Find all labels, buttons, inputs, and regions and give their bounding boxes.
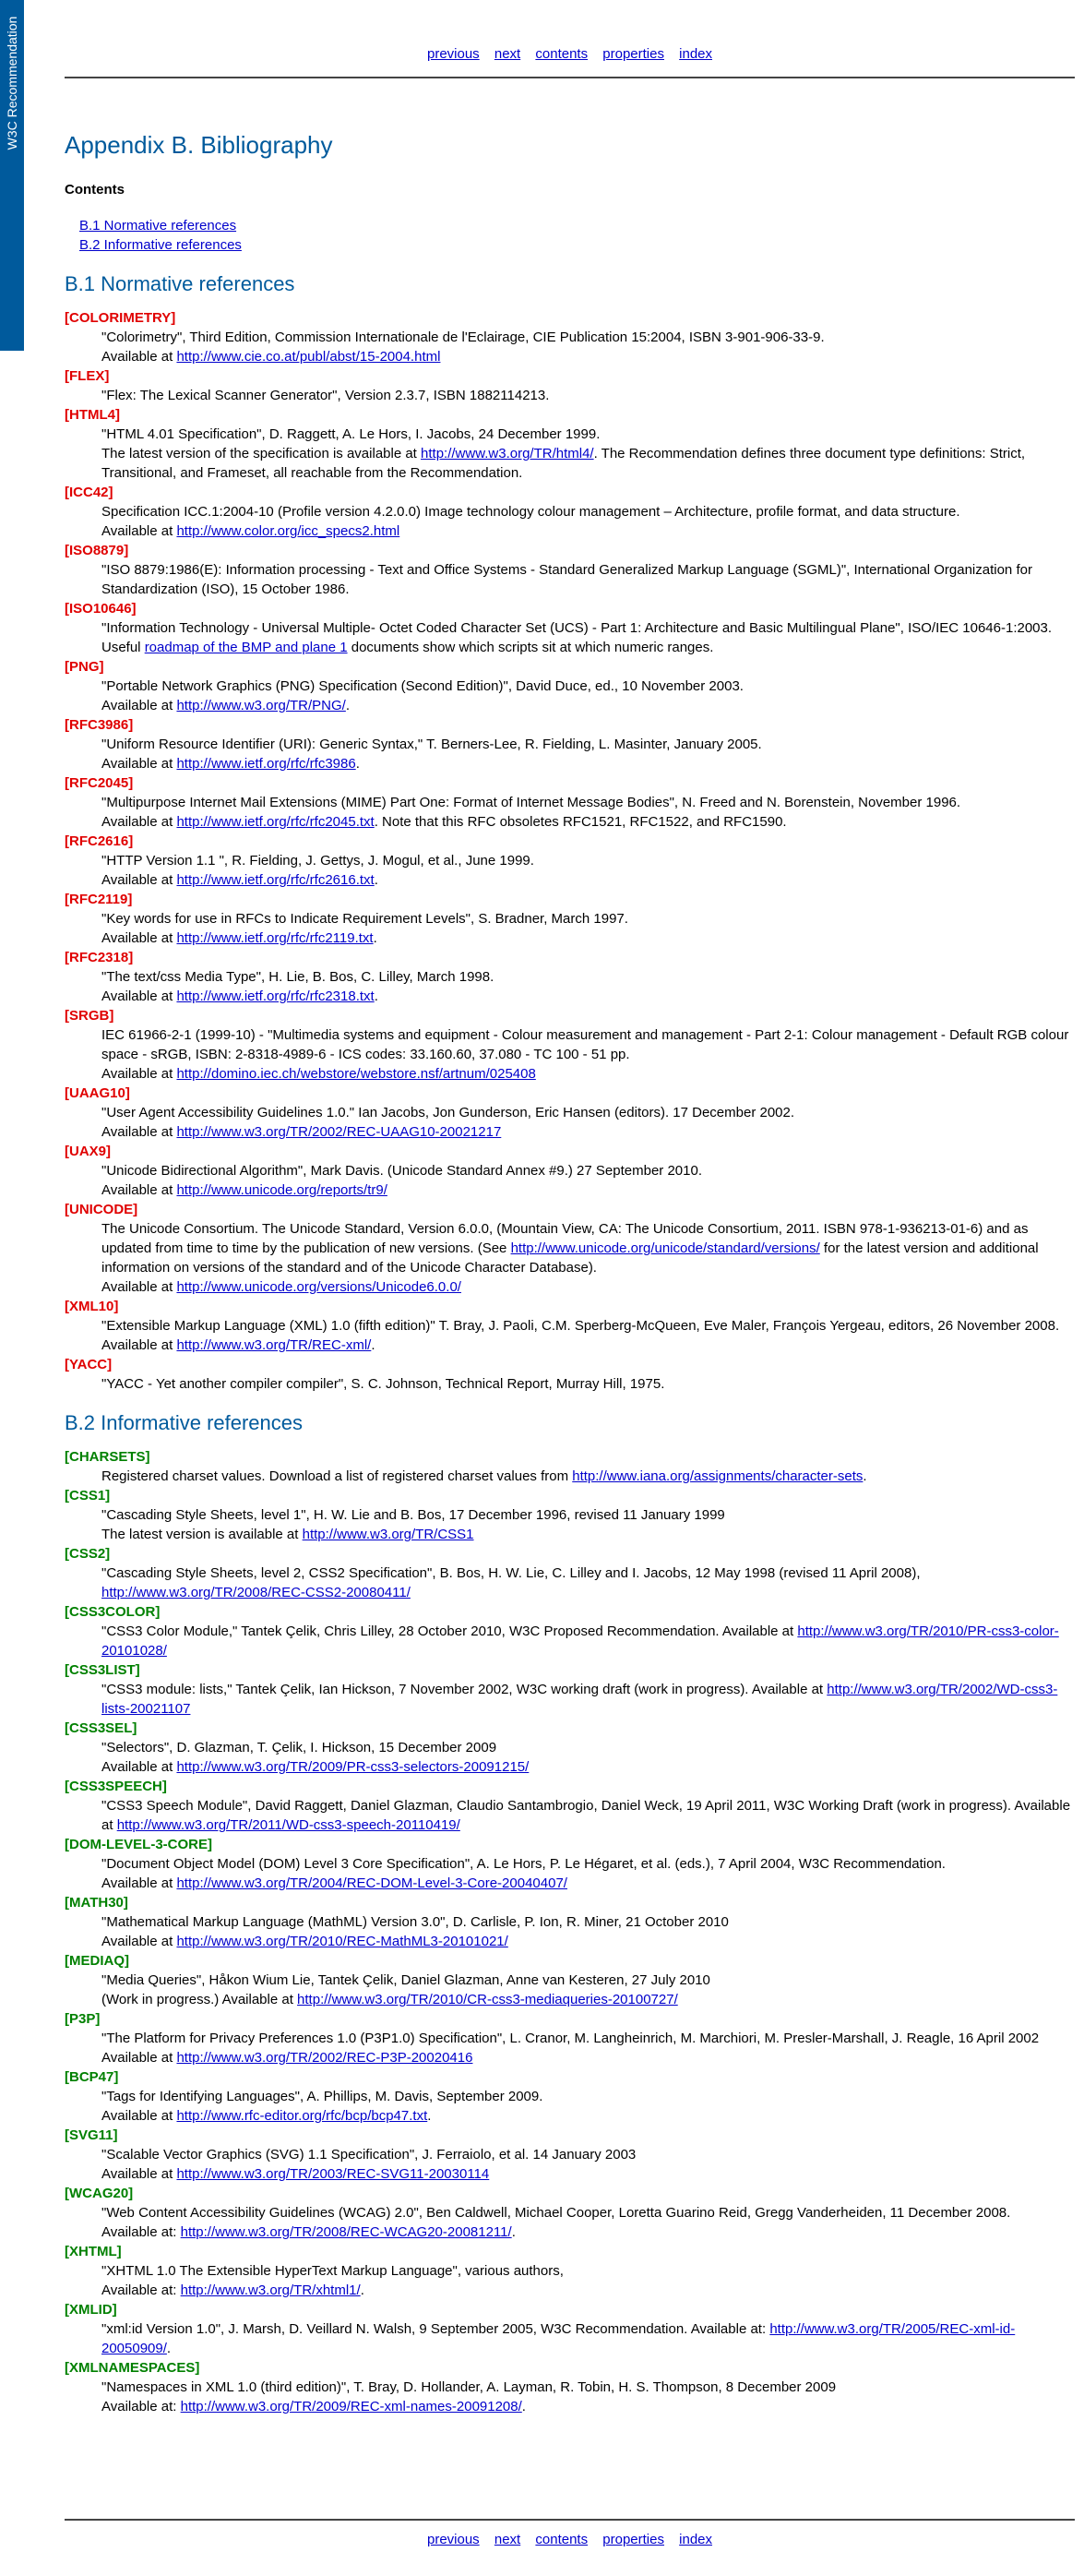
- reference-text: [101, 870, 1075, 890]
- nav-next-link[interactable]: next: [494, 2532, 521, 2547]
- reference-text-segment: .: [360, 2282, 364, 2298]
- reference-text: [101, 1912, 1075, 1932]
- reference-text-segment: Available at: [101, 756, 177, 772]
- reference-text-segment: .: [355, 756, 360, 772]
- reference-text-segment: The latest version of the specification is available at: [101, 446, 422, 461]
- reference-key: [CSS3COLOR]: [65, 1604, 161, 1620]
- reference-text-segment: "XHTML 1.0 The Extensible HyperText Markup Language", various authors,: [101, 2263, 564, 2279]
- reference-text-segment: Available at: [101, 1337, 177, 1353]
- reference-key: [XHTML]: [65, 2244, 122, 2259]
- nav-index-link[interactable]: index: [679, 46, 713, 62]
- informative-heading: B.2 Informative references: [65, 1411, 304, 1434]
- reference-text: [101, 1680, 1075, 1719]
- nav-index-link[interactable]: index: [679, 2532, 713, 2547]
- reference-text-segment: Available at: [101, 523, 177, 539]
- informative-references-list: [65, 1447, 1075, 2416]
- reference-text-segment: Available at: [101, 1934, 177, 1949]
- reference-key: [UAAG10]: [65, 1085, 130, 1101]
- reference-text-segment: .: [374, 872, 378, 888]
- reference-key: [SRGB]: [65, 1008, 114, 1024]
- reference-link[interactable]: http://www.w3.org/TR/html4/: [421, 446, 594, 461]
- reference-key: [XMLNAMESPACES]: [65, 2360, 200, 2376]
- reference-link[interactable]: http://www.ietf.org/rfc/rfc2119.txt: [176, 930, 374, 946]
- top-divider: [65, 77, 1075, 78]
- reference-text: [101, 444, 1075, 483]
- reference-text-segment: . Note that this RFC obsoletes RFC1521, RFC1522, and RFC1590.: [374, 814, 787, 830]
- reference-text: [101, 1122, 1075, 1142]
- page-title: Appendix B. Bibliography: [65, 131, 333, 159]
- reference-text-segment: Available at: [101, 349, 177, 365]
- reference-link[interactable]: http://www.ietf.org/rfc/rfc2045.txt: [176, 814, 375, 830]
- reference-text: [101, 677, 1075, 696]
- reference-text: [101, 521, 1075, 541]
- reference-link[interactable]: http://www.w3.org/TR/2005/REC-xml-id-20050909/: [101, 2321, 1016, 2356]
- reference-text-segment: . The Recommendation defines three document type definitions: Strict, Transitional, and Frameset, all reachable from the Recommendation.: [101, 446, 1026, 481]
- reference-text-segment: documents show which scripts sit at which numeric ranges.: [347, 640, 714, 655]
- reference-key: [MATH30]: [65, 1895, 128, 1911]
- reference-text: [101, 1757, 1075, 1777]
- reference-text: [101, 1161, 1075, 1180]
- reference-text: [101, 2087, 1075, 2106]
- reference-text: [101, 2164, 1075, 2184]
- reference-text-segment: (Work in progress.) Available at: [101, 1992, 298, 2007]
- reference-text-segment: "HTTP Version 1.1 ", R. Fielding, J. Gettys, J. Mogul, et al., June 1999.: [101, 853, 534, 869]
- nav-previous-link[interactable]: previous: [426, 46, 480, 62]
- reference-text-segment: "Unicode Bidirectional Algorithm", Mark Davis. (Unicode Standard Annex #9.) 27 September 2010.: [101, 1163, 702, 1179]
- reference-text-segment: "Cascading Style Sheets, level 1", H. W. Lie and B. Bos, 17 December 1996, revised 11 January 1999: [101, 1507, 725, 1523]
- reference-key: [YACC]: [65, 1357, 113, 1372]
- reference-text-segment: "CSS3 module: lists," Tantek Çelik, Ian Hickson, 7 November 2002, W3C working draft (work in progress). Available at: [101, 1682, 828, 1697]
- reference-key: [DOM-LEVEL-3-CORE]: [65, 1837, 212, 1852]
- reference-text: [101, 2223, 1075, 2242]
- reference-text-segment: The Unicode Consortium. The Unicode Standard, Version 6.0.0, (Mountain View, CA: The Unicode Consortium, 2011. ISBN 978-1-936213-01-6) and as updated from time to time by the publication of new versions. (See: [101, 1221, 1029, 1256]
- reference-text: [101, 2397, 1075, 2416]
- reference-text-segment: Available at: [101, 930, 177, 946]
- reference-key: [HTML4]: [65, 407, 120, 423]
- reference-text: [101, 1374, 1075, 1394]
- reference-text: [101, 2203, 1075, 2223]
- reference-text: [101, 1180, 1075, 1200]
- contents-heading: Contents: [65, 182, 125, 198]
- reference-text: [101, 618, 1075, 657]
- reference-text-segment: "CSS3 Speech Module", David Raggett, Daniel Glazman, Claudio Santambrogio, Daniel Weck, 19 April 2011, W3C Working Draft (work in progress). Available at: [101, 1798, 1071, 1833]
- reference-text-segment: Available at: [101, 872, 177, 888]
- reference-link[interactable]: http://www.w3.org/TR/CSS1: [302, 1527, 474, 1542]
- reference-text: [101, 2145, 1075, 2164]
- reference-link[interactable]: http://www.unicode.org/unicode/standard/versions/: [510, 1240, 820, 1256]
- reference-text-segment: "Document Object Model (DOM) Level 3 Core Specification", A. Le Hors, P. Le Hégaret, et al. (eds.), 7 April 2004, W3C Recommendation.: [101, 1856, 946, 1872]
- reference-link[interactable]: http://www.w3.org/TR/2008/REC-WCAG20-20081211/: [180, 2224, 512, 2240]
- toc-informative-link[interactable]: B.2 Informative references: [79, 237, 242, 253]
- reference-link[interactable]: http://domino.iec.ch/webstore/webstore.nsf/artnum/025408: [176, 1066, 536, 1082]
- normative-heading: B.1 Normative references: [65, 272, 295, 295]
- reference-link[interactable]: roadmap of the BMP and plane 1: [144, 640, 348, 655]
- reference-key: [ISO8879]: [65, 543, 129, 558]
- reference-text-segment: Available at: [101, 2166, 177, 2182]
- reference-text: [101, 812, 1075, 832]
- reference-link[interactable]: http://www.w3.org/TR/2009/REC-xml-names-20091208/: [180, 2399, 522, 2414]
- reference-link[interactable]: http://www.w3.org/TR/xhtml1/: [180, 2282, 361, 2298]
- reference-key: [MEDIAQ]: [65, 1953, 129, 1969]
- reference-key: [SVG11]: [65, 2127, 118, 2143]
- reference-link[interactable]: http://www.w3.org/TR/2009/PR-css3-selectors-20091215/: [176, 1759, 530, 1775]
- reference-key: [UAX9]: [65, 1144, 112, 1159]
- reference-text-segment: "The Platform for Privacy Preferences 1.0 (P3P1.0) Specification", L. Cranor, M. Langheinrich, M. Marchiori, M. Presler-Marshall, J. Reagle, 16 April 2002: [101, 2031, 1040, 2046]
- reference-text-segment: "HTML 4.01 Specification", D. Raggett, A. Le Hors, I. Jacobs, 24 December 1999.: [101, 426, 601, 442]
- reference-text-segment: Available at: [101, 698, 177, 713]
- reference-text: [101, 967, 1075, 987]
- reference-text-segment: Available at: [101, 814, 177, 830]
- reference-text: [101, 2048, 1075, 2067]
- reference-text-segment: "Flex: The Lexical Scanner Generator", Version 2.3.7, ISBN 1882114213.: [101, 388, 550, 403]
- reference-text: [101, 2029, 1075, 2048]
- reference-text-segment: Available at: [101, 2050, 177, 2066]
- reference-text: [101, 386, 1075, 405]
- reference-text: [101, 929, 1075, 948]
- reference-text-segment: Available at:: [101, 2399, 181, 2414]
- bottom-nav: [65, 2519, 1075, 2549]
- reference-key: [UNICODE]: [65, 1202, 138, 1217]
- reference-key: [PNG]: [65, 659, 104, 675]
- reference-key: [CSS3SEL]: [65, 1720, 137, 1736]
- reference-link[interactable]: http://www.w3.org/TR/2004/REC-DOM-Level-3-Core-20040407/: [176, 1875, 567, 1891]
- reference-text-segment: "Uniform Resource Identifier (URI): Generic Syntax," T. Berners-Lee, R. Fielding, L. Masinter, January 2005.: [101, 737, 762, 752]
- reference-text-segment: Available at: [101, 1279, 177, 1295]
- reference-link[interactable]: http://www.unicode.org/reports/tr9/: [176, 1182, 387, 1198]
- reference-text: [101, 2319, 1075, 2358]
- reference-text-segment: Available at: [101, 988, 177, 1004]
- reference-key: [COLORIMETRY]: [65, 310, 176, 326]
- logo-label: W3C Recommendation: [5, 16, 19, 150]
- reference-text-segment: "Web Content Accessibility Guidelines (WCAG) 2.0", Ben Caldwell, Michael Cooper, Loretta Guarino Reid, Gregg Vanderheiden, 11 December 2008.: [101, 2205, 1011, 2221]
- reference-link[interactable]: http://www.iana.org/assignments/character-sets: [572, 1468, 864, 1484]
- reference-text: [101, 1103, 1075, 1122]
- reference-key: [WCAG20]: [65, 2186, 134, 2201]
- reference-text: [101, 2106, 1075, 2126]
- reference-text: [101, 1525, 1075, 1544]
- reference-text-segment: "xml:id Version 1.0", J. Marsh, D. Veillard N. Walsh, 9 September 2005, W3C Recommendation. Available at:: [101, 2321, 770, 2337]
- reference-text: [101, 1316, 1075, 1336]
- nav-next-link[interactable]: next: [494, 46, 521, 62]
- reference-link[interactable]: http://www.cie.co.at/publ/abst/15-2004.html: [176, 349, 441, 365]
- reference-text: [101, 502, 1075, 521]
- reference-link[interactable]: http://www.w3.org/TR/2002/REC-P3P-20020416: [176, 2050, 473, 2066]
- reference-link[interactable]: http://www.rfc-editor.org/rfc/bcp/bcp47.txt: [176, 2108, 428, 2124]
- reference-text-segment: "Extensible Markup Language (XML) 1.0 (fifth edition)" T. Bray, J. Paoli, C.M. Sperberg-McQueen, Eve Maler, François Yergeau, editors, 26 November 2008.: [101, 1318, 1060, 1334]
- reference-text-segment: .: [863, 1468, 867, 1484]
- toc-normative-link[interactable]: B.1 Normative references: [79, 218, 237, 234]
- reference-text: [101, 2261, 1075, 2281]
- nav-contents-link[interactable]: contents: [535, 46, 589, 62]
- reference-link[interactable]: http://www.w3.org/TR/2002/REC-UAAG10-20021217: [176, 1124, 502, 1140]
- reference-text-segment: Available at:: [101, 2282, 181, 2298]
- reference-text: [101, 560, 1075, 599]
- reference-text-segment: for the latest version and additional information on versions of the standard and of the Unicode Character Database).: [101, 1240, 1039, 1276]
- reference-link[interactable]: http://www.w3.org/TR/2011/WD-css3-speech-20110419/: [116, 1817, 460, 1833]
- reference-text: [101, 2281, 1075, 2300]
- reference-link[interactable]: http://www.unicode.org/versions/Unicode6.0.0/: [176, 1279, 461, 1295]
- reference-key: [RFC2616]: [65, 833, 134, 849]
- table-of-contents: [79, 216, 1075, 255]
- page-content: [65, 0, 1075, 2416]
- reference-link[interactable]: http://www.w3.org/TR/2003/REC-SVG11-20030114: [176, 2166, 490, 2182]
- reference-link[interactable]: http://www.w3.org/TR/2010/REC-MathML3-20101021/: [176, 1934, 508, 1949]
- reference-text: [101, 696, 1075, 715]
- reference-text-segment: .: [427, 2108, 432, 2124]
- reference-text: [101, 1990, 1075, 2009]
- reference-text: [101, 347, 1075, 366]
- reference-text-segment: Available at:: [101, 2224, 181, 2240]
- reference-key: [CSS1]: [65, 1488, 111, 1504]
- reference-text: [101, 1738, 1075, 1757]
- reference-key: [ISO10646]: [65, 601, 137, 617]
- reference-text: [101, 1622, 1075, 1660]
- reference-text-segment: .: [345, 698, 351, 713]
- reference-text-segment: "Scalable Vector Graphics (SVG) 1.1 Specification", J. Ferraiolo, et al. 14 January 2003: [101, 2147, 637, 2163]
- reference-text: [101, 851, 1075, 870]
- top-nav: [65, 0, 1075, 64]
- reference-text: [101, 425, 1075, 444]
- reference-text-segment: The latest version is available at: [101, 1527, 303, 1542]
- reference-link[interactable]: http://www.color.org/icc_specs2.html: [176, 523, 400, 539]
- reference-text: [101, 909, 1075, 929]
- reference-key: [FLEX]: [65, 368, 110, 384]
- reference-text-segment: "Multipurpose Internet Mail Extensions (MIME) Part One: Format of Internet Message Bodies", N. Freed and N. Borenstein, November 1996.: [101, 795, 961, 810]
- reference-key: [XML10]: [65, 1299, 119, 1314]
- reference-text-segment: Available at: [101, 1124, 177, 1140]
- reference-link[interactable]: http://www.ietf.org/rfc/rfc3986: [176, 756, 356, 772]
- reference-text-segment: "Key words for use in RFCs to Indicate Requirement Levels", S. Bradner, March 1997.: [101, 911, 628, 927]
- reference-text: [101, 1932, 1075, 1951]
- reference-text-segment: "Portable Network Graphics (PNG) Specification (Second Edition)", David Duce, ed., 10 November 2003.: [101, 678, 744, 694]
- reference-text-segment: "Media Queries", Håkon Wium Lie, Tantek Çelik, Daniel Glazman, Anne van Kesteren, 27 July 2010: [101, 1972, 710, 1988]
- reference-text-segment: "ISO 8879:1986(E): Information processing - Text and Office Systems - Standard Generalized Markup Language (SGML)", International Organization for Standardization (ISO), 15 October 1986.: [101, 562, 1032, 597]
- toc-item: [79, 235, 1075, 255]
- reference-link[interactable]: http://www.w3.org/TR/2010/PR-css3-color-20101028/: [101, 1623, 1059, 1659]
- reference-link[interactable]: http://www.w3.org/TR/2008/REC-CSS2-20080411/: [101, 1585, 411, 1600]
- nav-properties-link[interactable]: properties: [602, 46, 664, 62]
- reference-link[interactable]: http://www.w3.org/TR/PNG/: [176, 698, 346, 713]
- reference-link[interactable]: http://www.w3.org/TR/2010/CR-css3-mediaqueries-20100727/: [297, 1992, 678, 2007]
- reference-text-segment: "CSS3 Color Module," Tantek Çelik, Chris Lilley, 28 October 2010, W3C Proposed Recommendation. Available at: [101, 1623, 798, 1639]
- normative-references-list: [65, 308, 1075, 1394]
- reference-text: [101, 735, 1075, 754]
- reference-text-segment: "The text/css Media Type", H. Lie, B. Bos, C. Lilley, March 1998.: [101, 969, 494, 985]
- reference-text: [101, 1854, 1075, 1874]
- reference-link[interactable]: http://www.w3.org/TR/REC-xml/: [176, 1337, 372, 1353]
- reference-text: [101, 1874, 1075, 1893]
- reference-text-segment: Available at: [101, 1759, 177, 1775]
- reference-text: [101, 1467, 1075, 1486]
- reference-text: [101, 1219, 1075, 1277]
- reference-text: [101, 1025, 1075, 1064]
- reference-key: [BCP47]: [65, 2069, 119, 2085]
- toc-item: [79, 216, 1075, 235]
- reference-key: [RFC2119]: [65, 892, 133, 907]
- reference-link[interactable]: http://www.w3.org/TR/2002/WD-css3-lists-20021107: [101, 1682, 1058, 1717]
- reference-text-segment: Available at: [101, 2108, 177, 2124]
- reference-key: [CSS2]: [65, 1546, 111, 1562]
- reference-text-segment: "Tags for Identifying Languages", A. Phillips, M. Davis, September 2009.: [101, 2089, 543, 2104]
- reference-text: [101, 1564, 1075, 1602]
- reference-text: [101, 1277, 1075, 1297]
- reference-key: [XMLID]: [65, 2302, 117, 2318]
- reference-text: [101, 2378, 1075, 2397]
- reference-text-segment: .: [521, 2399, 526, 2414]
- w3c-recommendation-logo[interactable]: [0, 0, 24, 351]
- reference-text-segment: "Mathematical Markup Language (MathML) Version 3.0", D. Carlisle, P. Ion, R. Miner, 21 October 2010: [101, 1914, 729, 1930]
- reference-key: [ICC42]: [65, 485, 113, 500]
- reference-key: [P3P]: [65, 2011, 101, 2027]
- reference-text: [101, 754, 1075, 773]
- reference-text: [101, 987, 1075, 1006]
- reference-text: [101, 793, 1075, 812]
- reference-text-segment: Available at: [101, 1066, 177, 1082]
- reference-text: [101, 1796, 1075, 1835]
- reference-text: [101, 1971, 1075, 1990]
- reference-link[interactable]: http://www.ietf.org/rfc/rfc2318.txt: [176, 988, 375, 1004]
- reference-link[interactable]: http://www.ietf.org/rfc/rfc2616.txt: [176, 872, 375, 888]
- reference-text-segment: "Information Technology - Universal Multiple- Octet Coded Character Set (UCS) - Part 1: Architecture and Basic Multilingual Plane", ISO/IEC 10646-1:2003. Useful: [101, 620, 1053, 655]
- reference-text-segment: .: [511, 2224, 516, 2240]
- nav-previous-link[interactable]: previous: [426, 2532, 480, 2547]
- reference-text-segment: "Cascading Style Sheets, level 2, CSS2 Specification", B. Bos, H. W. Lie, C. Lilley and I. Jacobs, 12 May 1998 (revised 11 April 2008),: [101, 1565, 921, 1581]
- reference-text: [101, 1064, 1075, 1084]
- reference-key: [RFC3986]: [65, 717, 134, 733]
- reference-key: [RFC2318]: [65, 950, 134, 965]
- reference-text-segment: Available at: [101, 1182, 177, 1198]
- reference-text-segment: "User Agent Accessibility Guidelines 1.0." Ian Jacobs, Jon Gunderson, Eric Hansen (editors). 17 December 2002.: [101, 1105, 795, 1120]
- reference-text-segment: "Colorimetry", Third Edition, Commission Internationale de l'Eclairage, CIE Publication 15:2004, ISBN 3-901-906-33-9.: [101, 329, 825, 345]
- reference-text: [101, 1336, 1075, 1355]
- reference-text-segment: "YACC - Yet another compiler compiler", S. C. Johnson, Technical Report, Murray Hill, 1975.: [101, 1376, 665, 1392]
- reference-text-segment: .: [166, 2341, 172, 2356]
- reference-key: [CSS3LIST]: [65, 1662, 140, 1678]
- reference-key: [CSS3SPEECH]: [65, 1779, 167, 1794]
- reference-text-segment: .: [373, 930, 377, 946]
- reference-text-segment: .: [371, 1337, 375, 1353]
- nav-contents-link[interactable]: contents: [535, 2532, 589, 2547]
- reference-text-segment: "Selectors", D. Glazman, T. Çelik, I. Hickson, 15 December 2009: [101, 1740, 497, 1755]
- reference-key: [CHARSETS]: [65, 1449, 150, 1465]
- reference-key: [RFC2045]: [65, 775, 134, 791]
- reference-text-segment: Registered charset values. Download a list of registered charset values from: [101, 1468, 573, 1484]
- nav-properties-link[interactable]: properties: [602, 2532, 664, 2547]
- reference-text-segment: "Namespaces in XML 1.0 (third edition)", T. Bray, D. Hollander, A. Layman, R. Tobin, H. S. Thompson, 8 December 2009: [101, 2379, 837, 2395]
- reference-text: [101, 328, 1075, 347]
- reference-text-segment: Available at: [101, 1875, 177, 1891]
- reference-text-segment: IEC 61966-2-1 (1999-10) - "Multimedia systems and equipment - Colour measurement and management - Part 2-1: Colour management - Default RGB colour space - sRGB, ISBN: 2-8318-4989-6 - ICS codes: 33.160.60, 37.080 - TC 100 - 51 pp.: [101, 1027, 1069, 1062]
- reference-text-segment: .: [374, 988, 378, 1004]
- reference-text-segment: Specification ICC.1:2004-10 (Profile version 4.2.0.0) Image technology colour management – Architecture, profile format, and data structure.: [101, 504, 960, 520]
- reference-text: [101, 1505, 1075, 1525]
